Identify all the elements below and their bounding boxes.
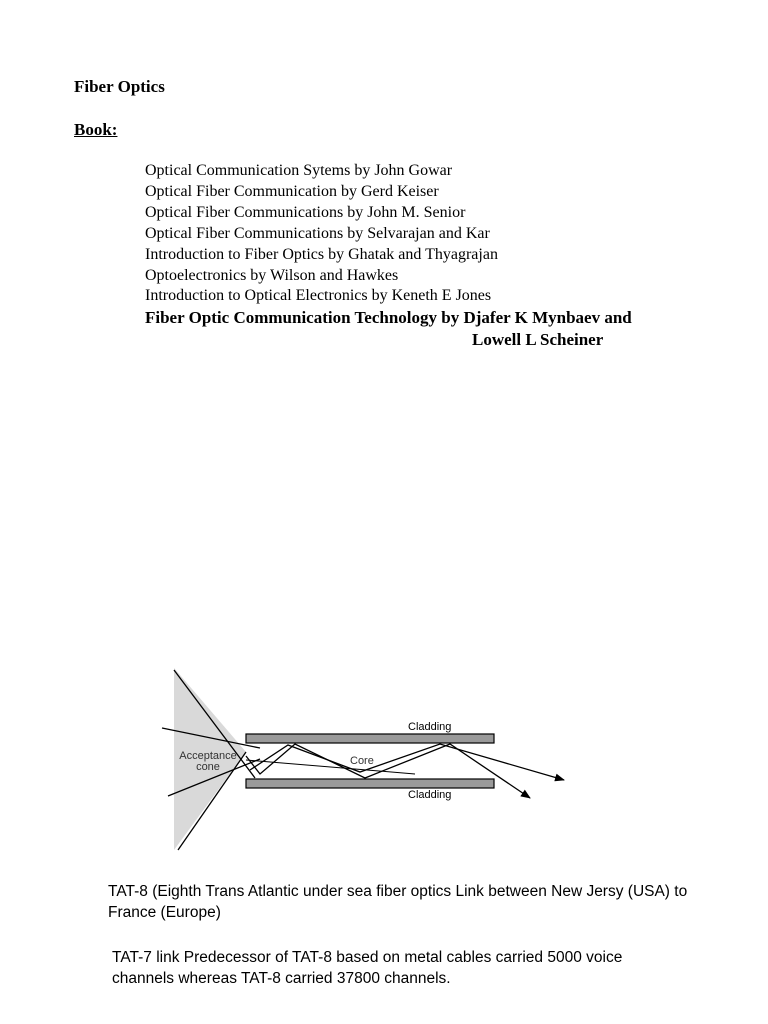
fiber-diagram [160, 660, 580, 860]
cladding-bottom-label: Cladding [408, 789, 452, 801]
book-item: Introduction to Optical Electronics by Keneth E Jones [145, 287, 492, 305]
book-list [145, 161, 498, 307]
cladding-top-label: Cladding [408, 721, 452, 733]
propagating-ray [246, 744, 530, 798]
book-item: Optical Communication Sytems by John Gowar [145, 162, 453, 179]
core-label: Core [350, 755, 374, 767]
book-item: Optical Fiber Communications by John M. Senior [145, 203, 466, 221]
book-heading: Book: [74, 120, 118, 139]
acceptance-label: cone [196, 761, 220, 773]
cladding-bottom-bar [246, 779, 494, 788]
tat7-note: TAT-7 link Predecessor of TAT-8 based on metal cables carried 5000 voice channels whereas TAT-8 carried 37800 channels. [112, 949, 623, 987]
acceptance-label: Acceptance [179, 750, 237, 762]
book-item: Optoelectronics by Wilson and Hawkes [145, 266, 399, 284]
book-item-bold-continuation: Lowell L Scheiner [472, 330, 604, 349]
book-item: Optical Fiber Communication by Gerd Keiser [145, 182, 439, 200]
book-item-bold: Fiber Optic Communication Technology by Djafer K Mynbaev and [145, 308, 632, 327]
tat8-note: TAT-8 (Eighth Trans Atlantic under sea fiber optics Link between New Jersy (USA) to France (Europe) [108, 883, 688, 921]
cladding-top-bar [246, 734, 494, 743]
book-item: Introduction to Fiber Optics by Ghatak and Thyagrajan [145, 245, 498, 263]
book-item: Optical Fiber Communications by Selvarajan and Kar [145, 224, 490, 242]
page-title: Fiber Optics [74, 77, 165, 96]
propagating-ray [250, 744, 564, 780]
